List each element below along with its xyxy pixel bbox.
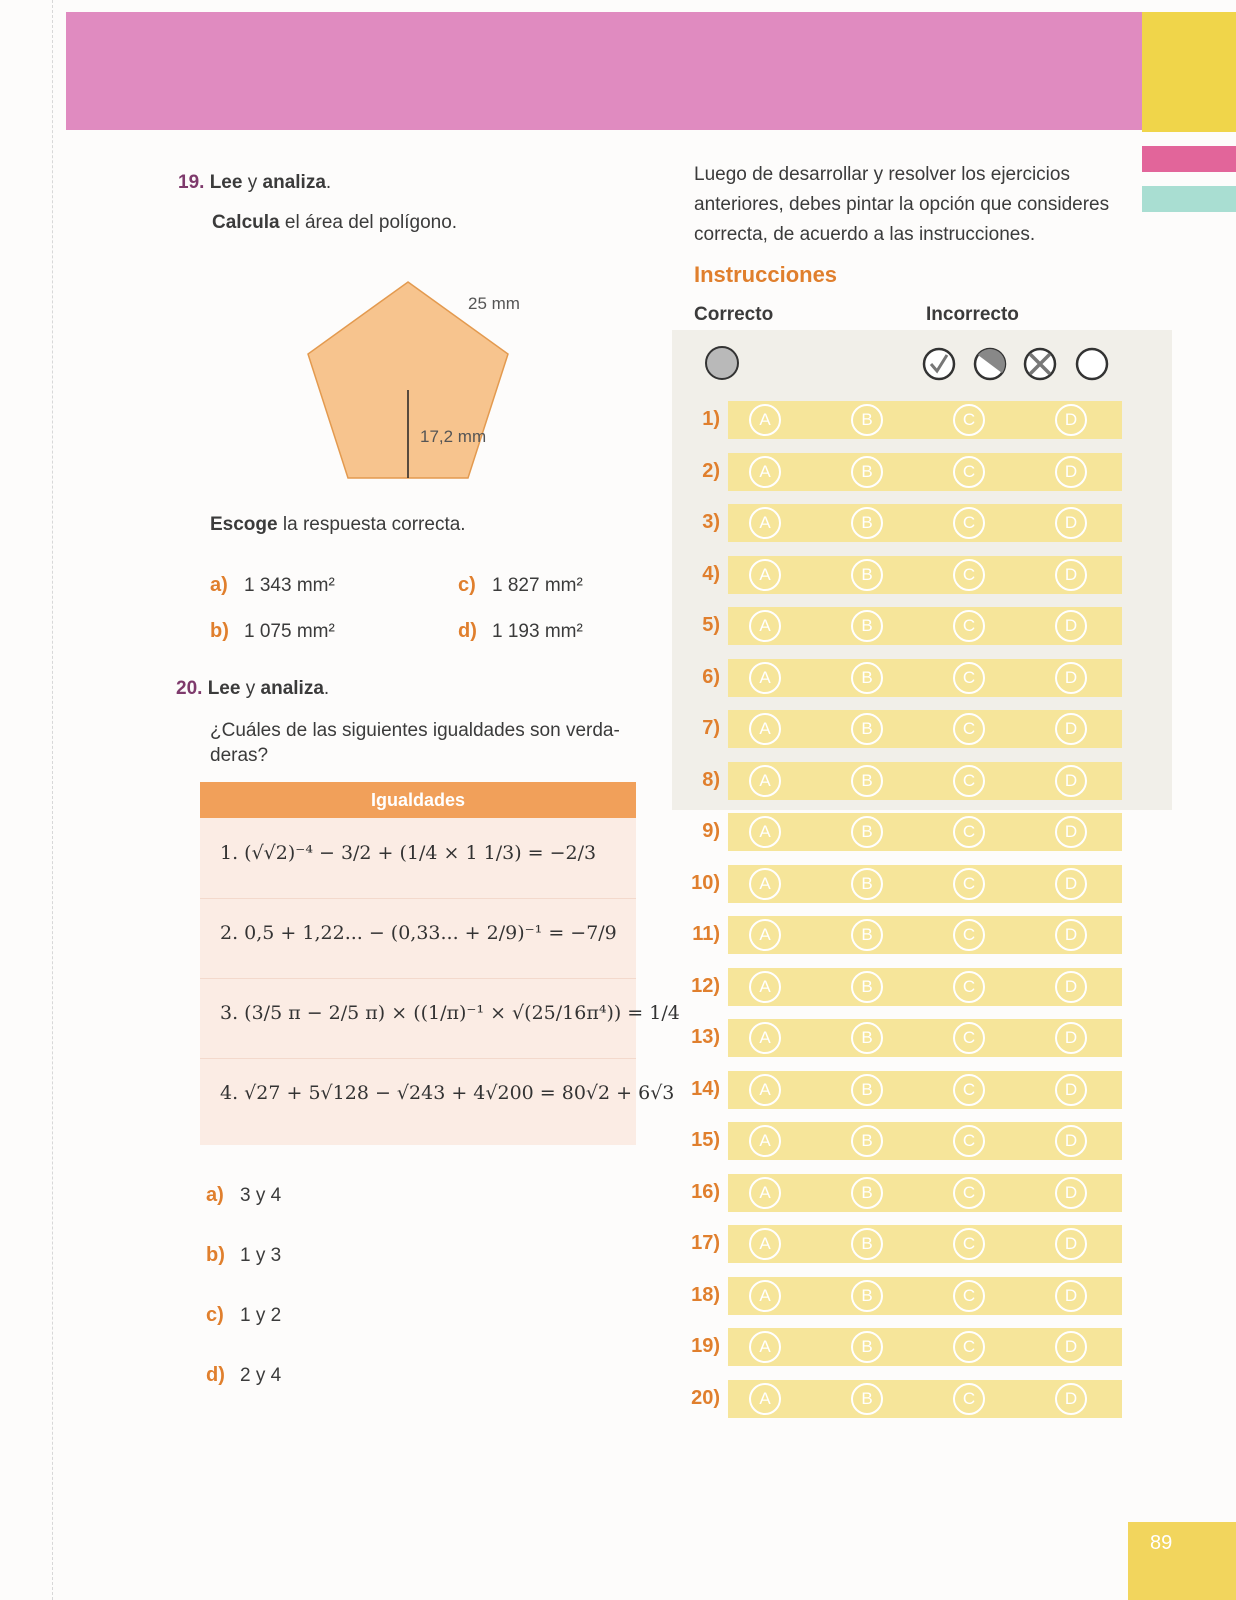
answer-bubble-d[interactable]: D	[1055, 610, 1087, 642]
q20-option-d[interactable]	[206, 1364, 281, 1387]
answer-bubble-b[interactable]: B	[851, 868, 883, 900]
option-letter: d)	[458, 620, 477, 642]
q19-choose	[210, 514, 466, 536]
header-band	[66, 12, 1142, 130]
answer-bubble-a[interactable]: A	[749, 1074, 781, 1106]
q19-option-c[interactable]	[458, 574, 583, 597]
answer-bubble-c[interactable]: C	[953, 662, 985, 694]
answer-row-number: 10)	[691, 871, 720, 894]
answer-bubble-b[interactable]: B	[851, 1331, 883, 1363]
answer-row-number: 18)	[691, 1283, 720, 1306]
sheet-intro: Luego de desarrollar y resolver los ejercicios anteriores, debes pintar la opción que consideres correcta, de acuerdo a las instrucciones.	[694, 164, 1110, 245]
answer-bubble-a[interactable]: A	[749, 1280, 781, 1312]
answer-bubble-a[interactable]: A	[749, 1022, 781, 1054]
answer-bubble-a[interactable]: A	[749, 610, 781, 642]
edge-tab-mint	[1142, 186, 1236, 212]
option-letter: a)	[206, 1184, 224, 1206]
option-value: 2 y 4	[240, 1365, 282, 1386]
answer-bubble-d[interactable]: D	[1055, 868, 1087, 900]
edge-tab-pink	[1142, 146, 1236, 172]
answer-bubble-d[interactable]: D	[1055, 1280, 1087, 1312]
answer-bubble-c[interactable]: C	[953, 1177, 985, 1209]
answer-row-number: 3)	[702, 511, 720, 533]
legend-correct-label: Correcto	[694, 304, 774, 325]
equality-text: 3. (3/5 π − 2/5 π) × ((1/π)⁻¹ × √(25/16π⁴)) = 1/4	[220, 1002, 680, 1024]
legend-filled-circle-icon	[705, 346, 739, 380]
answer-bubble-c[interactable]: C	[953, 610, 985, 642]
equality-text: 4. √27 + 5√128 − √243 + 4√200 = 80√2 + 6√3	[220, 1082, 675, 1104]
answer-bubble-d[interactable]: D	[1055, 507, 1087, 539]
q19-instruction	[212, 212, 457, 234]
legend-incorrect-marks	[922, 346, 1118, 386]
q20-title-lee: Lee	[207, 678, 241, 699]
equality-row	[200, 818, 636, 899]
answer-bubble-b[interactable]: B	[851, 713, 883, 745]
answer-bubble-d[interactable]: D	[1055, 1022, 1087, 1054]
page-corner	[1128, 1522, 1236, 1600]
answer-bubble-c[interactable]: C	[953, 1074, 985, 1106]
answer-bubble-a[interactable]: A	[749, 971, 781, 1003]
answer-bubble-d[interactable]: D	[1055, 765, 1087, 797]
answer-bubble-b[interactable]: B	[851, 816, 883, 848]
answer-bubble-c[interactable]: C	[953, 559, 985, 591]
answer-row-number: 12)	[691, 974, 720, 997]
q19-option-a[interactable]	[210, 574, 335, 597]
answer-bubble-c[interactable]: C	[953, 456, 985, 488]
equality-text: 2. 0,5 + 1,22... − (0,33... + 2/9)⁻¹ = −7/9	[220, 922, 617, 944]
answer-bubble-d[interactable]: D	[1055, 971, 1087, 1003]
answer-bubble-b[interactable]: B	[851, 1074, 883, 1106]
q19-title-lee: Lee	[209, 172, 243, 193]
answer-bubble-c[interactable]: C	[953, 971, 985, 1003]
answer-bubble-a[interactable]: A	[749, 404, 781, 436]
answer-bubble-c[interactable]: C	[953, 1125, 985, 1157]
answer-bubble-a[interactable]: A	[749, 1228, 781, 1260]
answer-bubble-a[interactable]: A	[749, 919, 781, 951]
answer-bubble-c[interactable]: C	[953, 1383, 985, 1415]
answer-bubble-a[interactable]: A	[749, 559, 781, 591]
answer-bubble-a[interactable]: A	[749, 1125, 781, 1157]
answer-bubble-c[interactable]: C	[953, 919, 985, 951]
answer-bubble-b[interactable]: B	[851, 1280, 883, 1312]
option-value: 1 343 mm²	[244, 575, 335, 596]
answer-bubble-b[interactable]: B	[851, 610, 883, 642]
pentagon-figure	[290, 270, 550, 500]
empty-circle-icon	[1077, 349, 1107, 379]
answer-bubble-b[interactable]: B	[851, 662, 883, 694]
answer-row-number: 6)	[702, 665, 720, 688]
answer-bubble-d[interactable]: D	[1055, 919, 1087, 951]
equality-row	[200, 1058, 675, 1138]
q19-title-analiza: analiza	[262, 172, 326, 193]
answer-row-number: 16)	[691, 1180, 720, 1203]
option-letter: d)	[206, 1364, 225, 1386]
answer-bubble-d[interactable]: D	[1055, 1125, 1087, 1157]
answer-bubble-a[interactable]: A	[749, 816, 781, 848]
answer-row-number: 2)	[702, 459, 720, 482]
legend-incorrect-label: Incorrecto	[926, 304, 1019, 325]
q20-question: ¿Cuáles de las siguientes igualdades son verda-deras?	[210, 720, 620, 766]
q19-instruction-rest: el área del polígono.	[279, 212, 458, 233]
answer-row-number: 1)	[702, 408, 720, 430]
answer-bubble-d[interactable]: D	[1055, 1228, 1087, 1260]
answer-bubble-c[interactable]: C	[953, 1022, 985, 1054]
q20-title-dot: .	[323, 678, 330, 699]
answer-bubble-b[interactable]: B	[851, 1383, 883, 1415]
side-length-label: 25 mm	[468, 294, 520, 313]
q19-title-dot: .	[325, 172, 332, 193]
answer-bubble-b[interactable]: B	[851, 971, 883, 1003]
header-corner	[1142, 12, 1236, 132]
answer-bubble-a[interactable]: A	[749, 456, 781, 488]
answer-bubble-a[interactable]: A	[749, 713, 781, 745]
q19-option-d[interactable]	[458, 620, 583, 643]
option-letter: c)	[458, 574, 476, 596]
answer-bubble-d[interactable]: D	[1055, 1074, 1087, 1106]
answer-bubble-d[interactable]: D	[1055, 662, 1087, 694]
answer-bubble-d[interactable]: D	[1055, 456, 1087, 488]
q19-instruction-verb: Calcula	[212, 212, 280, 233]
q19-choose-verb: Escoge	[210, 514, 278, 535]
option-value: 1 827 mm²	[492, 575, 583, 596]
answer-bubble-c[interactable]: C	[953, 713, 985, 745]
answer-bubble-a[interactable]: A	[749, 765, 781, 797]
equalities-header: Igualdades	[200, 782, 636, 818]
q19-title	[178, 172, 331, 194]
answer-bubble-a[interactable]: A	[749, 1331, 781, 1363]
answer-bubble-c[interactable]: C	[953, 1331, 985, 1363]
answer-row-number: 8)	[702, 768, 720, 791]
q19-choose-rest: la respuesta correcta.	[277, 514, 466, 535]
answer-bubble-c[interactable]: C	[953, 1280, 985, 1312]
answer-bubble-b[interactable]: B	[851, 456, 883, 488]
answer-row-number: 13)	[691, 1026, 720, 1048]
option-letter: b)	[210, 620, 229, 642]
equality-row	[200, 978, 680, 1059]
answer-bubble-a[interactable]: A	[749, 1177, 781, 1209]
answer-bubble-b[interactable]: B	[851, 1125, 883, 1157]
answer-bubble-b[interactable]: B	[851, 765, 883, 797]
page-number: 89	[1150, 1532, 1173, 1554]
q20-number: 20.	[176, 678, 203, 699]
answer-row-number: 19)	[691, 1335, 720, 1357]
answer-bubble-a[interactable]: A	[749, 1383, 781, 1415]
answer-bubble-c[interactable]: C	[953, 868, 985, 900]
option-value: 1 193 mm²	[492, 621, 583, 642]
answer-bubble-a[interactable]: A	[749, 507, 781, 539]
answer-row-number: 15)	[691, 1129, 720, 1151]
q20-option-a[interactable]	[206, 1184, 281, 1207]
answer-bubble-d[interactable]: D	[1055, 559, 1087, 591]
answer-bubble-d[interactable]: D	[1055, 1331, 1087, 1363]
answer-bubble-a[interactable]: A	[749, 868, 781, 900]
answer-bubble-d[interactable]: D	[1055, 1383, 1087, 1415]
check-mark-icon	[924, 349, 954, 379]
answer-row-number: 11)	[692, 923, 720, 945]
answer-bubble-b[interactable]: B	[851, 1228, 883, 1260]
margin-guide	[52, 0, 53, 1600]
equality-row	[200, 898, 636, 979]
answer-bubble-b[interactable]: B	[851, 559, 883, 591]
apothem-label: 17,2 mm	[420, 427, 487, 446]
q19-option-b[interactable]	[210, 620, 335, 643]
answer-bubble-c[interactable]: C	[953, 507, 985, 539]
answer-bubble-d[interactable]: D	[1055, 1177, 1087, 1209]
answer-bubble-c[interactable]: C	[953, 765, 985, 797]
q20-title-analiza: analiza	[260, 678, 324, 699]
answer-bubble-c[interactable]: C	[953, 1228, 985, 1260]
answer-bubble-b[interactable]: B	[851, 404, 883, 436]
answer-bubble-b[interactable]: B	[851, 1177, 883, 1209]
q19-title-y: y	[242, 172, 263, 193]
option-value: 1 y 2	[240, 1305, 282, 1326]
option-value: 1 y 3	[240, 1245, 282, 1266]
answer-bubble-c[interactable]: C	[953, 404, 985, 436]
answer-row-number: 4)	[702, 562, 720, 585]
answer-row-number: 7)	[702, 717, 720, 739]
answer-bubble-b[interactable]: B	[851, 919, 883, 951]
option-letter: b)	[206, 1244, 225, 1266]
answer-bubble-d[interactable]: D	[1055, 713, 1087, 745]
option-value: 1 075 mm²	[244, 621, 335, 642]
answer-bubble-c[interactable]: C	[953, 816, 985, 848]
answer-row-number: 14)	[691, 1077, 720, 1100]
answer-bubble-d[interactable]: D	[1055, 816, 1087, 848]
answer-bubble-b[interactable]: B	[851, 1022, 883, 1054]
option-letter: a)	[210, 574, 228, 596]
q20-option-c[interactable]	[206, 1304, 281, 1327]
answer-bubble-b[interactable]: B	[851, 507, 883, 539]
answer-row-number: 5)	[702, 614, 720, 636]
instructions-title: Instrucciones	[694, 262, 838, 287]
answer-row-number: 9)	[702, 820, 720, 842]
answer-bubble-a[interactable]: A	[749, 662, 781, 694]
answer-bubble-d[interactable]: D	[1055, 404, 1087, 436]
equality-text: 1. (√√2)⁻⁴ − 3/2 + (1/4 × 1 1/3) = −2/3	[220, 842, 597, 864]
q20-option-b[interactable]	[206, 1244, 281, 1267]
answer-row-number: 17)	[691, 1232, 720, 1254]
option-letter: c)	[206, 1304, 224, 1326]
q19-number: 19.	[178, 172, 205, 193]
q20-title	[176, 678, 329, 700]
q20-title-y: y	[240, 678, 261, 699]
answer-row-number: 20)	[691, 1386, 720, 1409]
option-value: 3 y 4	[240, 1185, 282, 1206]
